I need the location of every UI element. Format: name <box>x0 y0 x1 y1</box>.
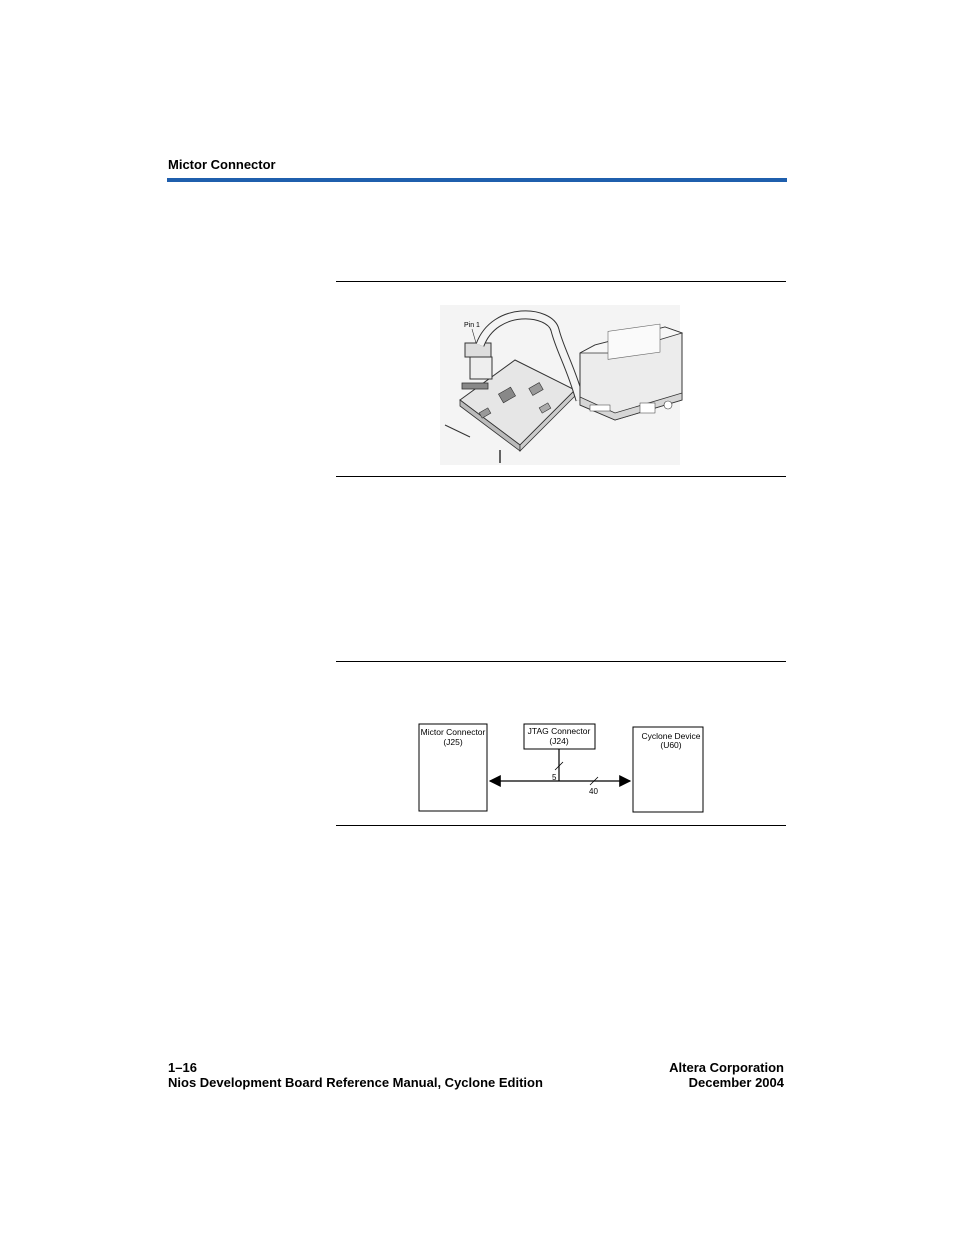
header-rule <box>167 178 787 182</box>
publication-date: December 2004 <box>688 1075 784 1090</box>
jtag-box-line1: JTAG Connector <box>527 726 591 736</box>
jtag-bus-width-label: 5 <box>552 773 557 782</box>
mictor-box-line2: (J25) <box>443 737 463 747</box>
figure2-bottom-rule <box>336 825 786 826</box>
footer-left <box>168 1060 543 1090</box>
company-name: Altera Corporation <box>669 1060 784 1075</box>
mictor-block-diagram <box>410 700 710 818</box>
figure1-top-rule <box>336 281 786 282</box>
figure1-bottom-rule <box>336 476 786 477</box>
section-title: Mictor Connector <box>168 157 276 172</box>
page-number: 1–16 <box>168 1060 197 1075</box>
board-analyzer-illustration <box>440 305 690 470</box>
figure2-top-rule <box>336 661 786 662</box>
main-bus-width-label: 40 <box>589 787 598 796</box>
pin1-label: Pin 1 <box>464 322 480 329</box>
mictor-box-line1: Mictor Connector <box>420 727 486 737</box>
footer-right <box>669 1060 784 1090</box>
jtag-box-line2: (J24) <box>549 736 569 746</box>
cyclone-box-line1: Cyclone Device <box>641 731 701 741</box>
cyclone-box-line2: (U60) <box>660 740 682 750</box>
manual-title: Nios Development Board Reference Manual, Cyclone Edition <box>168 1075 543 1090</box>
